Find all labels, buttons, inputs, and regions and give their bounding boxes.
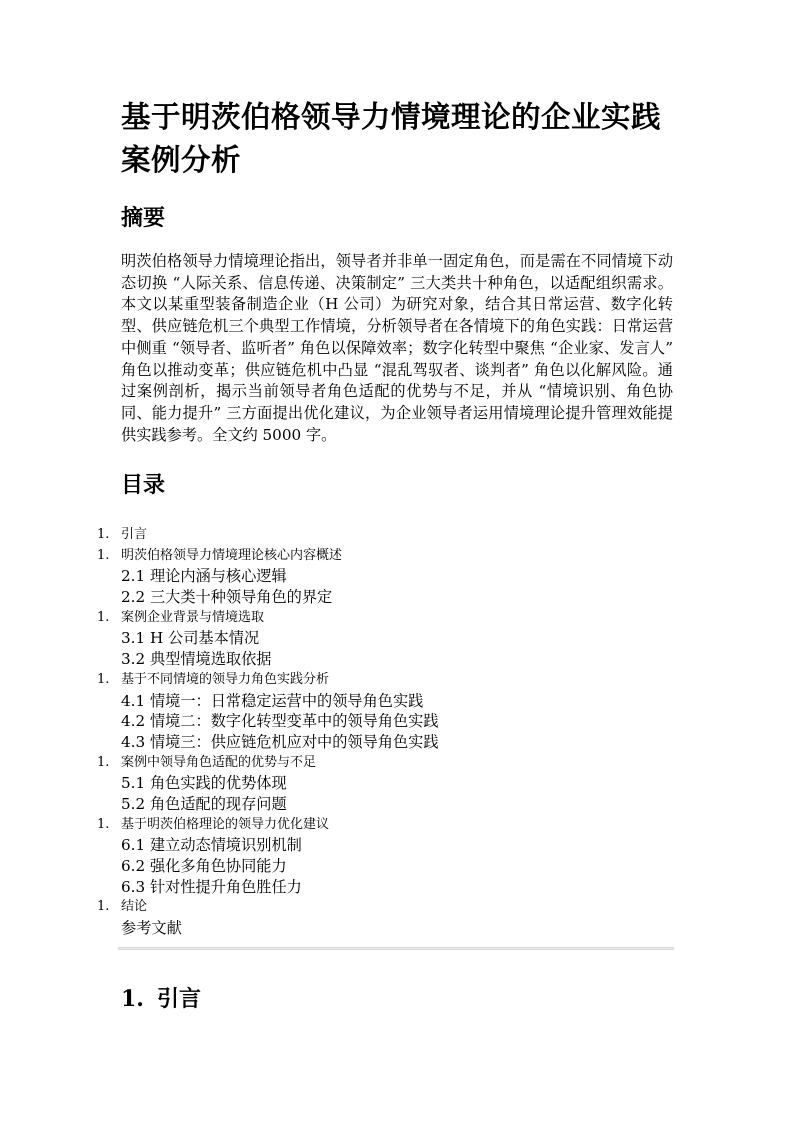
toc-subitem-2-1[interactable] [97,566,697,587]
section-number: 1. [121,986,144,1012]
toc-item-optimization-suggestions[interactable] [97,815,697,836]
toc-subitem-label[interactable]: 4.1 情境一：日常稳定运营中的领导角色实践 [121,691,424,710]
document-title: 基于明茨伯格领导力情境理论的企业实践案例分析 [121,100,662,177]
toc-subitem-label[interactable]: 3.1 H 公司基本情况 [121,629,260,648]
toc-subitem-label[interactable]: 4.2 情境二：数字化转型变革中的领导角色实践 [121,712,439,731]
toc-subitem-6-1[interactable] [97,835,697,856]
toc-subitem-5-1[interactable] [97,773,697,794]
toc-item-theory-overview[interactable] [97,546,697,567]
toc-item-references[interactable] [97,918,697,939]
toc-subitem-3-1[interactable] [97,628,697,649]
toc-subitem-4-2[interactable] [97,711,697,732]
toc-item-label[interactable]: 明茨伯格领导力情境理论核心内容概述 [121,547,343,563]
toc-item-label[interactable]: 基于不同情境的领导力角色实践分析 [121,671,330,687]
toc-subitem-label[interactable]: 3.2 典型情境选取依据 [121,650,272,669]
toc-subitem-4-1[interactable] [97,691,697,712]
toc-subitem-label[interactable]: 5.2 角色适配的现存问题 [121,794,287,813]
toc-item-number: 1. [97,609,110,625]
toc-subitem-label[interactable]: 4.3 情境三：供应链危机应对中的领导角色实践 [121,732,439,751]
toc-subitem-label[interactable]: 6.2 强化多角色协同能力 [121,857,287,875]
toc-item-conclusion[interactable] [97,897,697,918]
toc-subitem-label[interactable]: 5.1 角色实践的优势体现 [121,774,287,793]
toc-subitem-4-3[interactable] [97,732,697,753]
toc-item-number: 1. [97,899,110,915]
table-of-contents [97,525,697,939]
toc-item-introduction[interactable] [97,525,697,546]
toc-subitem-3-2[interactable] [97,649,697,670]
toc-subitem-5-2[interactable] [97,794,697,815]
toc-item-label[interactable]: 基于明茨伯格理论的领导力优化建议 [121,816,330,832]
toc-subitem-label[interactable]: 参考文献 [121,919,182,938]
toc-item-label[interactable]: 引言 [121,527,148,542]
toc-item-label[interactable]: 结论 [121,899,148,915]
toc-item-role-practice-analysis[interactable] [97,670,697,691]
toc-item-number: 1. [97,816,110,832]
toc-subitem-label[interactable]: 6.1 建立动态情境识别机制 [121,836,302,855]
toc-item-case-background[interactable] [97,608,697,629]
toc-item-number: 1. [97,547,110,563]
toc-item-label[interactable]: 案例企业背景与情境选取 [121,609,265,625]
toc-subitem-label[interactable]: 6.3 针对性提升角色胜任力 [121,877,302,896]
toc-item-number: 1. [97,671,110,687]
toc-heading: 目录 [121,473,166,498]
toc-subitem-2-2[interactable] [97,587,697,608]
toc-item-strengths-weaknesses[interactable] [97,753,697,774]
section-heading-introduction [121,984,201,1014]
toc-item-number: 1. [97,527,110,542]
section-title: 引言 [157,986,202,1012]
toc-item-label[interactable]: 案例中领导角色适配的优势与不足 [121,754,317,770]
abstract-body: 明茨伯格领导力情境理论指出，领导者并非单一固定角色，而是需在不同情境下动态切换 “人际关系、信息传递、决策制定” 三大类共十种角色，以适配组织需求。本文以某重型装备制造企业（H 公司）为研究对象，结合其日常运营、数字化转型、供应链危机三个典型工作情境，分析领导者在各情境下的角色实践：日常运营中侧重 “领导者、监听者” 角色以保障效率；数字化转型中聚焦 “企业家、发言人” 角色以推动变革；供应链危机中凸显 “混乱驾驭者、谈判者” 角色以化解风险。通过案例剖析，揭示当前领导者角色适配的优势与不足，并从 “情境识别、角色协同、能力提升” 三方面提出优化建议，为企业领导者运用情境理论提升管理效能提供实践参考。全文约 5000 字。 [121,252,673,444]
toc-item-number: 1. [97,754,110,770]
toc-subitem-label[interactable]: 2.1 理论内涵与核心逻辑 [121,567,287,586]
toc-subitem-6-3[interactable] [97,877,697,898]
toc-subitem-6-2[interactable] [97,856,697,877]
horizontal-divider [118,947,674,950]
toc-subitem-label[interactable]: 2.2 三大类十种领导角色的界定 [121,588,333,607]
abstract-heading: 摘要 [121,206,166,231]
